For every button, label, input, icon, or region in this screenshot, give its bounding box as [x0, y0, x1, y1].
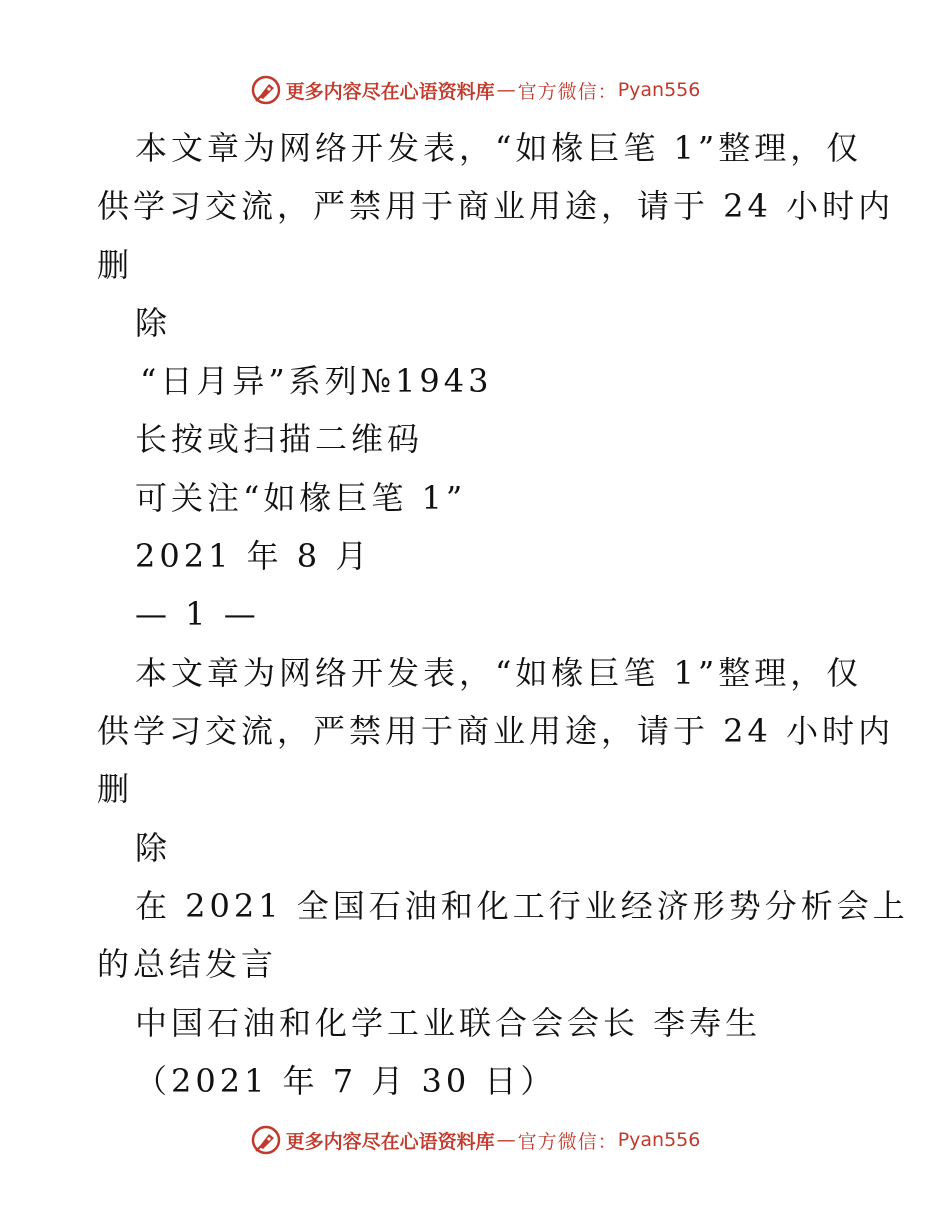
text-line-1: 本文章为网络开发表，“如椽巨笔 1”整理，仅	[135, 129, 863, 167]
watermark-separator: —	[496, 79, 516, 101]
watermark-text: 更多内容尽在心语资料库	[285, 1130, 495, 1153]
text-line-4: 除	[135, 304, 172, 342]
text-line-3: 删	[97, 246, 134, 284]
text-line-12: 删	[97, 770, 134, 808]
pen-nib-logo-icon	[250, 1124, 282, 1156]
text-line-10: 本文章为网络开发表，“如椽巨笔 1”整理，仅	[135, 654, 863, 692]
watermark-separator: —	[496, 1129, 516, 1151]
page-number-line: — 1 —	[135, 595, 260, 633]
document-title-line-1: 在 2021 全国石油和化工行业经济形势分析会上	[135, 887, 909, 925]
text-line-8: 2021 年 8 月	[135, 537, 372, 575]
footer-watermark	[0, 1120, 950, 1160]
watermark-wechat-label: 官方微信：	[517, 80, 618, 103]
author-line: 中国石油和化学工业联合会会长 李寿生	[135, 1004, 762, 1042]
watermark-text: 更多内容尽在心语资料库	[285, 80, 495, 103]
watermark-wechat-label: 官方微信：	[517, 1130, 618, 1153]
text-line-11: 供学习交流，严禁用于商业用途，请于 24 小时内	[97, 712, 895, 750]
document-title-line-2: 的总结发言	[97, 945, 278, 983]
text-line-5: “日月异”系列№1943	[140, 362, 493, 400]
text-line-6: 长按或扫描二维码	[135, 420, 424, 458]
header-watermark	[0, 70, 950, 110]
watermark-wechat-id: Pyan556	[617, 79, 701, 101]
text-line-13: 除	[135, 829, 172, 867]
watermark-wechat-id: Pyan556	[617, 1129, 701, 1151]
pen-nib-logo-icon	[250, 74, 282, 106]
text-line-7: 可关注“如椽巨笔 1”	[135, 479, 467, 517]
text-line-2: 供学习交流，严禁用于商业用途，请于 24 小时内	[97, 187, 895, 225]
date-line: （2021 年 7 月 30 日）	[135, 1062, 557, 1100]
